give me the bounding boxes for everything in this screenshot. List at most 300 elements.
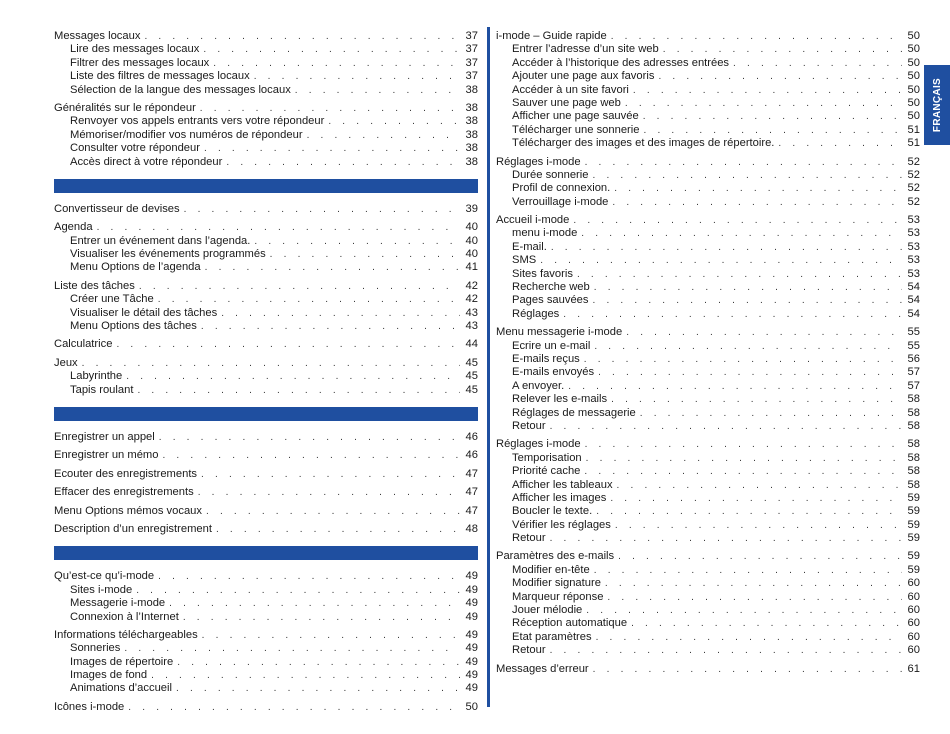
entry-title: Télécharger des images et des images de répertoire. xyxy=(512,137,775,150)
toc-group xyxy=(54,486,478,499)
dot-leader xyxy=(615,519,902,532)
toc-subentry xyxy=(496,492,920,505)
entry-title: Effacer des enregistrements xyxy=(54,486,194,499)
page-number: 53 xyxy=(907,240,920,253)
dot-leader xyxy=(633,84,902,97)
entry-title: Verrouillage i-mode xyxy=(512,195,609,208)
dot-leader xyxy=(158,293,460,306)
toc-group xyxy=(54,449,478,462)
entry-title: Liste des tâches xyxy=(54,279,135,292)
toc-subentry xyxy=(54,370,478,383)
toc-group xyxy=(54,203,478,216)
toc-group xyxy=(54,505,478,518)
toc-subentry xyxy=(54,384,478,397)
toc-subentry xyxy=(496,465,920,478)
dot-leader xyxy=(550,644,902,657)
dot-leader xyxy=(644,124,903,137)
toc-subentry xyxy=(54,293,478,306)
page-number: 55 xyxy=(907,339,920,352)
entry-title: Réglages de messagerie xyxy=(512,406,636,419)
entry-title: i-mode – Guide rapide xyxy=(496,30,607,42)
dot-leader xyxy=(97,221,460,234)
toc-subentry xyxy=(496,196,920,209)
page-number: 50 xyxy=(907,56,920,69)
page-number: 49 xyxy=(465,669,478,682)
dot-leader xyxy=(625,97,902,110)
toc-subentry xyxy=(496,43,920,56)
toc-entry xyxy=(496,550,920,563)
dot-leader xyxy=(663,43,902,56)
dot-leader xyxy=(586,452,902,465)
toc-group xyxy=(54,280,478,334)
entry-title: Tapis roulant xyxy=(70,383,134,396)
entry-title: Icônes i-mode xyxy=(54,700,125,713)
page-number: 58 xyxy=(907,419,920,432)
entry-title: Enregistrer un mémo xyxy=(54,449,159,462)
entry-title: Durée sonnerie xyxy=(512,168,589,181)
page-number: 38 xyxy=(465,101,478,114)
dot-leader xyxy=(618,550,902,563)
toc-subentry xyxy=(54,248,478,261)
page-number: 58 xyxy=(907,393,920,406)
entry-title: Menu Options mémos vocaux xyxy=(54,504,202,517)
toc-subentry xyxy=(496,452,920,465)
column-divider xyxy=(487,27,490,707)
toc-entry xyxy=(54,221,478,234)
dot-leader xyxy=(202,629,460,642)
toc-group xyxy=(54,221,478,275)
page-number: 59 xyxy=(907,532,920,545)
dot-leader xyxy=(611,393,902,406)
toc-subentry xyxy=(496,84,920,97)
entry-title: Retour xyxy=(512,532,546,545)
toc-subentry xyxy=(496,617,920,630)
toc-subentry xyxy=(54,642,478,655)
dot-leader xyxy=(581,227,902,240)
toc-entry xyxy=(54,505,478,518)
dot-leader xyxy=(128,701,460,714)
page-number: 58 xyxy=(907,438,920,451)
toc-subentry xyxy=(496,380,920,393)
toc-subentry xyxy=(496,393,920,406)
toc-subentry xyxy=(496,644,920,657)
entry-title: Convertisseur de devises xyxy=(54,202,180,215)
dot-leader xyxy=(137,384,460,397)
page-number: 50 xyxy=(907,96,920,109)
toc-subentry xyxy=(54,57,478,70)
toc-group xyxy=(54,468,478,481)
page-number: 50 xyxy=(907,70,920,83)
toc-group xyxy=(496,438,920,545)
toc-subentry xyxy=(54,320,478,333)
entry-title: Ecouter des enregistrements xyxy=(54,467,198,480)
entry-title: Sélection de la langue des messages locaux xyxy=(70,83,291,96)
toc-right-column xyxy=(496,30,920,681)
dot-leader xyxy=(614,182,902,195)
dot-leader xyxy=(584,353,902,366)
toc-group xyxy=(496,663,920,676)
page-number: 37 xyxy=(465,43,478,56)
toc-subentry xyxy=(496,519,920,532)
dot-leader xyxy=(254,235,460,248)
toc-group xyxy=(496,326,920,433)
dot-leader xyxy=(586,604,902,617)
toc-group xyxy=(496,30,920,151)
toc-group xyxy=(54,30,478,97)
dot-leader xyxy=(594,564,902,577)
page-number: 45 xyxy=(465,383,478,396)
page-number: 50 xyxy=(465,700,478,713)
dot-leader xyxy=(82,357,460,370)
dot-leader xyxy=(198,486,460,499)
entry-title: Retour xyxy=(512,419,546,432)
entry-title: Afficher une page sauvée xyxy=(512,110,639,123)
entry-title: Calculatrice xyxy=(54,338,113,351)
dot-leader xyxy=(593,294,903,307)
entry-title: Créer une Tâche xyxy=(70,293,154,306)
toc-subentry xyxy=(54,142,478,155)
toc-entry xyxy=(496,214,920,227)
entry-title: E-mails envoyés xyxy=(512,366,595,379)
page-number: 38 xyxy=(465,128,478,141)
toc-group xyxy=(496,156,920,210)
page-number: 49 xyxy=(465,610,478,623)
dot-leader xyxy=(607,591,902,604)
toc-entry xyxy=(496,156,920,169)
toc-entry xyxy=(496,30,920,43)
toc-subentry xyxy=(496,532,920,545)
page-number: 61 xyxy=(907,662,920,675)
dot-leader xyxy=(540,254,902,267)
entry-title: Ajouter une page aux favoris xyxy=(512,70,655,83)
dot-leader xyxy=(158,570,460,583)
dot-leader xyxy=(176,682,460,695)
toc-subentry xyxy=(496,169,920,182)
entry-title: Réglages i-mode xyxy=(496,155,581,168)
dot-leader xyxy=(610,492,902,505)
toc-subentry xyxy=(496,420,920,433)
page-number: 59 xyxy=(907,563,920,576)
toc-group xyxy=(54,431,478,444)
page-number: 54 xyxy=(907,294,920,307)
toc-subentry xyxy=(54,307,478,320)
section-header-bar xyxy=(54,407,478,421)
toc-group xyxy=(54,701,478,714)
entry-title: Visualiser le détail des tâches xyxy=(70,306,218,319)
entry-title: Renvoyer vos appels entrants vers votre répondeur xyxy=(70,115,325,128)
page-number: 54 xyxy=(907,281,920,294)
toc-entry xyxy=(54,468,478,481)
toc-entry xyxy=(54,629,478,642)
entry-title: Priorité cache xyxy=(512,465,581,478)
page-number: 48 xyxy=(465,522,478,535)
page-number: 57 xyxy=(907,379,920,392)
dot-leader xyxy=(139,280,460,293)
page-number: 54 xyxy=(907,307,920,320)
toc-entry xyxy=(54,30,478,43)
page-number: 45 xyxy=(465,370,478,383)
dot-leader xyxy=(585,438,902,451)
entry-title: Images de fond xyxy=(70,669,148,682)
entry-title: Enregistrer un appel xyxy=(54,430,155,443)
toc-subentry xyxy=(496,294,920,307)
page-number: 60 xyxy=(907,630,920,643)
dot-leader xyxy=(778,137,902,150)
toc-subentry xyxy=(54,156,478,169)
entry-title: E-mails reçus xyxy=(512,352,580,365)
toc-subentry xyxy=(496,124,920,137)
entry-title: Messages d’erreur xyxy=(496,662,589,675)
entry-title: Vérifier les réglages xyxy=(512,518,611,531)
dot-leader xyxy=(206,505,460,518)
entry-title: Visualiser les événements programmés xyxy=(70,248,266,261)
page-number: 44 xyxy=(465,338,478,351)
toc-subentry xyxy=(496,182,920,195)
dot-leader xyxy=(201,468,460,481)
dot-leader xyxy=(584,465,902,478)
toc-entry xyxy=(496,438,920,451)
entry-title: Accéder à l’historique des adresses entrées xyxy=(512,56,730,69)
dot-leader xyxy=(201,320,460,333)
toc-subentry xyxy=(54,682,478,695)
dot-leader xyxy=(254,70,460,83)
page-number: 49 xyxy=(465,655,478,668)
entry-title: Menu Options de l’agenda xyxy=(70,261,201,274)
toc-subentry xyxy=(496,281,920,294)
dot-leader xyxy=(226,156,460,169)
dot-leader xyxy=(295,84,460,97)
entry-title: Menu Options des tâches xyxy=(70,320,197,333)
dot-leader xyxy=(184,203,460,216)
page-number: 59 xyxy=(907,505,920,518)
toc-subentry xyxy=(54,115,478,128)
dot-leader xyxy=(573,214,902,227)
section-header-bar xyxy=(54,179,478,193)
page-number: 50 xyxy=(907,110,920,123)
page-number: 50 xyxy=(907,43,920,56)
entry-title: Temporisation xyxy=(512,451,582,464)
dot-leader xyxy=(733,57,902,70)
dot-leader xyxy=(605,577,902,590)
toc-subentry xyxy=(496,57,920,70)
dot-leader xyxy=(116,338,460,351)
toc-subentry xyxy=(496,631,920,644)
section-header-bar xyxy=(54,546,478,560)
entry-title: Liste des filtres de messages locaux xyxy=(70,70,250,83)
entry-title: Sites i-mode xyxy=(70,583,133,596)
dot-leader xyxy=(563,308,902,321)
page-number: 57 xyxy=(907,366,920,379)
dot-leader xyxy=(626,326,902,339)
entry-title: Modifier signature xyxy=(512,577,601,590)
entry-title: Qu’est-ce qu’i-mode xyxy=(54,570,155,583)
toc-subentry xyxy=(496,110,920,123)
language-tab-label: FRANÇAIS xyxy=(931,77,943,133)
entry-title: Jeux xyxy=(54,356,78,369)
toc-entry xyxy=(54,486,478,499)
entry-title: Lire des messages locaux xyxy=(70,43,200,56)
entry-title: Relever les e-mails xyxy=(512,393,608,406)
page-number: 49 xyxy=(465,642,478,655)
entry-title: Messagerie i-mode xyxy=(70,597,166,610)
toc-subentry xyxy=(54,70,478,83)
dot-leader xyxy=(550,420,902,433)
page-number: 51 xyxy=(907,137,920,150)
page-number: 52 xyxy=(907,168,920,181)
toc-group xyxy=(496,214,920,321)
dot-leader xyxy=(136,584,460,597)
page-number: 50 xyxy=(907,83,920,96)
toc-subentry xyxy=(54,43,478,56)
dot-leader xyxy=(658,70,902,83)
toc-entry xyxy=(496,663,920,676)
page-number: 47 xyxy=(465,486,478,499)
page-number: 58 xyxy=(907,406,920,419)
toc-entry xyxy=(54,523,478,536)
page-number: 53 xyxy=(907,227,920,240)
toc-entry xyxy=(496,326,920,339)
dot-leader xyxy=(177,656,460,669)
toc-subentry xyxy=(54,84,478,97)
page-number: 42 xyxy=(465,293,478,306)
toc-subentry xyxy=(54,611,478,624)
page-number: 43 xyxy=(465,306,478,319)
toc-subentry xyxy=(496,227,920,240)
page-number: 52 xyxy=(907,182,920,195)
toc-subentry xyxy=(496,137,920,150)
dot-leader xyxy=(162,449,460,462)
page-number: 47 xyxy=(465,504,478,517)
page-number: 60 xyxy=(907,590,920,603)
entry-title: Accès direct à votre répondeur xyxy=(70,155,223,168)
entry-title: A envoyer. xyxy=(512,379,565,392)
page-number: 55 xyxy=(907,326,920,339)
page-number: 60 xyxy=(907,604,920,617)
entry-title: Marqueur réponse xyxy=(512,590,604,603)
page-number: 58 xyxy=(907,478,920,491)
toc-subentry xyxy=(496,479,920,492)
toc-group xyxy=(496,550,920,657)
dot-leader xyxy=(203,43,460,56)
page-number: 58 xyxy=(907,451,920,464)
toc-subentry xyxy=(496,241,920,254)
entry-title: Filtrer des messages locaux xyxy=(70,56,210,69)
dot-leader xyxy=(204,142,460,155)
page-number: 47 xyxy=(465,467,478,480)
dot-leader xyxy=(159,431,460,444)
toc-entry xyxy=(54,203,478,216)
language-tab xyxy=(924,65,950,145)
page-number: 49 xyxy=(465,597,478,610)
entry-title: Généralités sur le répondeur xyxy=(54,101,196,114)
dot-leader xyxy=(169,597,460,610)
dot-leader xyxy=(598,366,902,379)
page-number: 38 xyxy=(465,83,478,96)
page-number: 39 xyxy=(465,202,478,215)
entry-title: Ecrire un e-mail xyxy=(512,339,591,352)
toc-entry xyxy=(54,701,478,714)
toc-subentry xyxy=(496,604,920,617)
page-number: 53 xyxy=(907,214,920,227)
dot-leader xyxy=(270,248,460,261)
page-number: 58 xyxy=(907,465,920,478)
entry-title: SMS xyxy=(512,254,537,267)
entry-title: Accueil i-mode xyxy=(496,214,570,227)
toc-group xyxy=(54,570,478,624)
page-number: 59 xyxy=(907,550,920,563)
entry-title: Jouer mélodie xyxy=(512,604,583,617)
page-number: 43 xyxy=(465,320,478,333)
toc-group xyxy=(54,523,478,536)
dot-leader xyxy=(617,479,902,492)
toc-group xyxy=(54,338,478,351)
toc-group xyxy=(54,629,478,696)
dot-leader xyxy=(183,611,460,624)
entry-title: Messages locaux xyxy=(54,30,141,42)
toc-subentry xyxy=(54,584,478,597)
toc-group xyxy=(54,357,478,397)
dot-leader xyxy=(124,642,460,655)
entry-title: Retour xyxy=(512,644,546,657)
dot-leader xyxy=(612,196,902,209)
toc-subentry xyxy=(496,97,920,110)
page-number: 37 xyxy=(465,30,478,42)
entry-title: Réception automatique xyxy=(512,617,628,630)
entry-title: menu i-mode xyxy=(512,227,578,240)
page-number: 38 xyxy=(465,155,478,168)
entry-title: Entrer un événement dans l’agenda. xyxy=(70,234,251,247)
entry-title: Modifier en-tête xyxy=(512,563,590,576)
toc-entry xyxy=(54,357,478,370)
page-number: 53 xyxy=(907,254,920,267)
dot-leader xyxy=(596,505,902,518)
toc-subentry xyxy=(496,308,920,321)
dot-leader xyxy=(643,110,902,123)
toc-subentry xyxy=(496,577,920,590)
dot-leader xyxy=(568,380,902,393)
toc-subentry xyxy=(54,235,478,248)
entry-title: Sonneries xyxy=(70,642,121,655)
dot-leader xyxy=(631,617,902,630)
entry-title: Afficher les images xyxy=(512,491,607,504)
page-number: 49 xyxy=(465,570,478,583)
dot-leader xyxy=(594,340,902,353)
page-number: 38 xyxy=(465,142,478,155)
entry-title: Accéder à un site favori xyxy=(512,83,629,96)
dot-leader xyxy=(640,407,902,420)
page-number: 38 xyxy=(465,115,478,128)
entry-title: Entrer l’adresse d’un site web xyxy=(512,43,659,56)
entry-title: Boucler le texte. xyxy=(512,505,593,518)
page-number: 60 xyxy=(907,577,920,590)
page-number: 60 xyxy=(907,644,920,657)
toc-entry xyxy=(54,102,478,115)
entry-title: Paramètres des e-mails xyxy=(496,550,615,563)
toc-subentry xyxy=(496,564,920,577)
dot-leader xyxy=(221,307,460,320)
toc-subentry xyxy=(496,366,920,379)
toc-subentry xyxy=(496,407,920,420)
entry-title: Profil de connexion. xyxy=(512,182,611,195)
entry-title: Télécharger une sonnerie xyxy=(512,123,640,136)
entry-title: Images de répertoire xyxy=(70,655,174,668)
page-number: 51 xyxy=(907,123,920,136)
dot-leader xyxy=(594,281,902,294)
toc-subentry xyxy=(496,268,920,281)
dot-leader xyxy=(216,523,460,536)
toc-entry xyxy=(54,338,478,351)
page-number: 60 xyxy=(907,617,920,630)
